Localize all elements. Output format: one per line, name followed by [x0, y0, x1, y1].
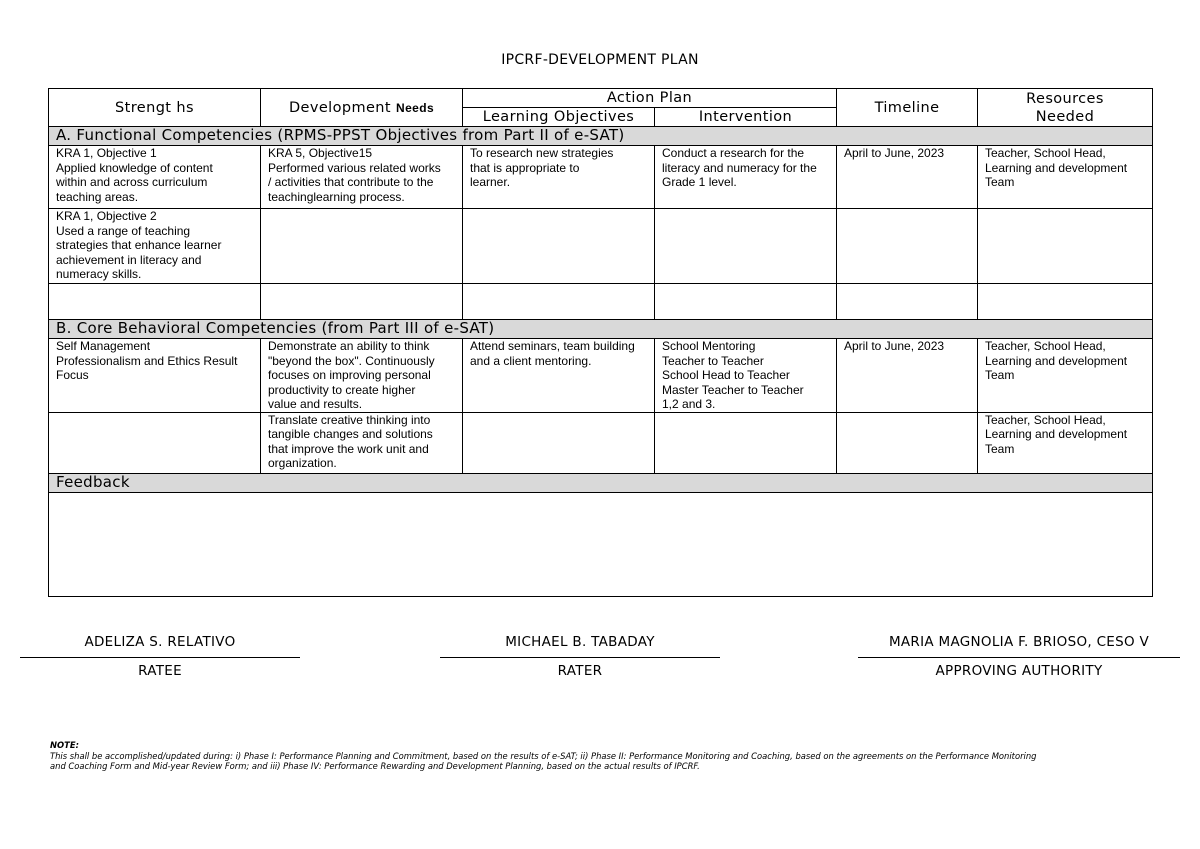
- rater-name: MICHAEL B. TABADAY: [505, 634, 655, 650]
- header-action-plan: Action Plan: [463, 89, 837, 108]
- cell-text-line: Team: [985, 368, 1015, 382]
- feedback-box: [49, 492, 1153, 596]
- cell-text-line: Grade 1 level.: [662, 175, 737, 189]
- note-label: NOTE:: [50, 740, 79, 750]
- cell-text-line: value and results.: [268, 397, 363, 411]
- header-strengths: Strengt hs: [49, 89, 261, 127]
- cell-text-line: Learning and development: [985, 353, 1128, 368]
- cell-text-line: To research new strategies: [470, 146, 614, 160]
- cell-text-line: School Mentoring: [662, 339, 756, 353]
- cell-text-line: that improve the work unit and: [268, 441, 429, 456]
- empty-cell: [655, 284, 837, 320]
- c2-strengths: [49, 412, 261, 473]
- f1-intervention: [655, 146, 837, 209]
- cell-text-line: tangible changes and solutions: [268, 427, 433, 441]
- cell-text-line: that is appropriate to: [470, 160, 580, 175]
- development-plan-table: [48, 88, 1153, 597]
- c1-timeline: [837, 339, 978, 413]
- cell-text-line: numeracy skills.: [56, 267, 142, 281]
- f2-strengths: [49, 209, 261, 284]
- empty-cell: [463, 284, 655, 320]
- cell-text-line: Applied knowledge of content: [56, 160, 213, 175]
- cell-text-line: Attend seminars, team building: [470, 339, 635, 353]
- section-feedback: Feedback: [49, 473, 1153, 492]
- cell-text-line: KRA 1, Objective 2: [56, 209, 157, 223]
- cell-text-line: Focus: [56, 368, 89, 382]
- cell-text-line: April to June, 2023: [844, 339, 945, 353]
- cell-text-line: 1,2 and 3.: [662, 397, 716, 411]
- empty-cell: [49, 284, 261, 320]
- approver-role: APPROVING AUTHORITY: [935, 663, 1103, 679]
- cell-text-line: April to June, 2023: [844, 146, 945, 160]
- cell-text-line: strategies that enhance learner: [56, 238, 222, 252]
- c2-development: [261, 412, 463, 473]
- c1-learning-objectives: [463, 339, 655, 413]
- note-line-1: This shall be accomplished/updated during: i) Phase I: Performance Planning and Commitment, based on the results of e-SAT; ii) Phase II: Performance Monitoring and Coaching, based on the agreements on the Performance Monitoring: [50, 750, 1037, 761]
- f2-development: [261, 209, 463, 284]
- c1-development: [261, 339, 463, 413]
- signature-ratee: [20, 634, 300, 679]
- section-core-behavioral-competencies: B. Core Behavioral Competencies (from Part III of e-SAT): [49, 320, 1153, 339]
- cell-text-line: literacy and numeracy for the: [662, 160, 817, 175]
- cell-text-line: focuses on improving personal: [268, 368, 431, 382]
- f2-timeline: [837, 209, 978, 284]
- cell-text-line: KRA 1, Objective 1: [56, 146, 157, 160]
- cell-text-line: Team: [985, 441, 1015, 456]
- cell-text-line: teaching areas.: [56, 189, 139, 204]
- footnote: [50, 740, 1150, 772]
- cell-text-line: Used a range of teaching: [56, 223, 191, 238]
- header-development-needs: [261, 89, 463, 127]
- c2-intervention: [655, 412, 837, 473]
- header-timeline: Timeline: [837, 89, 978, 127]
- header-resources: [978, 89, 1153, 127]
- cell-text-line: Demonstrate an ability to think: [268, 339, 430, 353]
- f1-timeline: [837, 146, 978, 209]
- cell-text-line: KRA 5, Objective15: [268, 146, 373, 160]
- cell-text-line: teachinglearning process.: [268, 189, 405, 204]
- header-learning-objectives: Learning Objectives: [463, 108, 655, 127]
- note-line-2: and Coaching Form and Mid-year Review Form; and iii) Phase IV: Performance Rewarding and Development Planning, based on the actual results of IPCRF.: [50, 761, 700, 771]
- cell-text-line: achievement in literacy and: [56, 252, 202, 267]
- empty-cell: [837, 284, 978, 320]
- c2-resources: [978, 412, 1153, 473]
- approver-name: MARIA MAGNOLIA F. BRIOSO, CESO V: [888, 634, 1150, 650]
- header-resources-line1: Resources: [1026, 90, 1104, 107]
- cell-text-line: Self Management: [56, 339, 151, 353]
- rater-role: RATER: [557, 663, 603, 679]
- signature-rater: [440, 634, 720, 679]
- cell-text-line: Teacher, School Head,: [985, 412, 1106, 427]
- cell-text-line: Performed various related works: [268, 160, 441, 175]
- cell-text-line: Teacher to Teacher: [662, 353, 764, 368]
- f2-intervention: [655, 209, 837, 284]
- cell-text-line: Teacher, School Head,: [985, 339, 1106, 353]
- f2-resources: [978, 209, 1153, 284]
- cell-text-line: Professionalism and Ethics Result: [56, 353, 238, 368]
- f1-learning-objectives: [463, 146, 655, 209]
- f1-development: [261, 146, 463, 209]
- header-intervention: Intervention: [655, 108, 837, 127]
- document-title: IPCRF-DEVELOPMENT PLAN: [501, 52, 699, 68]
- cell-text-line: Teacher, School Head,: [985, 146, 1106, 160]
- cell-text-line: Conduct a research for the: [662, 146, 805, 160]
- cell-text-line: organization.: [268, 456, 337, 470]
- cell-text-line: School Head to Teacher: [662, 368, 790, 382]
- cell-text-line: and a client mentoring.: [470, 353, 592, 368]
- cell-text-line: Master Teacher to Teacher: [662, 382, 804, 397]
- c2-timeline: [837, 412, 978, 473]
- c2-learning-objectives: [463, 412, 655, 473]
- cell-text-line: productivity to create higher: [268, 382, 416, 397]
- section-functional-competencies: A. Functional Competencies (RPMS-PPST Objectives from Part II of e-SAT): [49, 127, 1153, 146]
- cell-text-line: Learning and development: [985, 427, 1128, 441]
- signature-approving-authority: [858, 634, 1180, 679]
- cell-text-line: "beyond the box". Continuously: [268, 353, 435, 368]
- c1-resources: [978, 339, 1153, 413]
- f1-resources: [978, 146, 1153, 209]
- header-needs-label: Needs: [396, 100, 435, 115]
- empty-cell: [261, 284, 463, 320]
- f1-strengths: [49, 146, 261, 209]
- cell-text-line: within and across curriculum: [56, 175, 208, 189]
- c1-intervention: [655, 339, 837, 413]
- empty-cell: [978, 284, 1153, 320]
- header-resources-line2: Needed: [1035, 108, 1095, 125]
- cell-text-line: / activities that contribute to the: [268, 175, 434, 189]
- header-development-label: Development: [288, 99, 396, 116]
- ratee-name: ADELIZA S. RELATIVO: [84, 634, 236, 650]
- c1-strengths: [49, 339, 261, 413]
- f2-learning-objectives: [463, 209, 655, 284]
- cell-text-line: learner.: [470, 175, 511, 189]
- cell-text-line: Team: [985, 175, 1015, 189]
- cell-text-line: Learning and development: [985, 160, 1128, 175]
- ratee-role: RATEE: [138, 663, 182, 679]
- cell-text-line: Translate creative thinking into: [268, 412, 431, 427]
